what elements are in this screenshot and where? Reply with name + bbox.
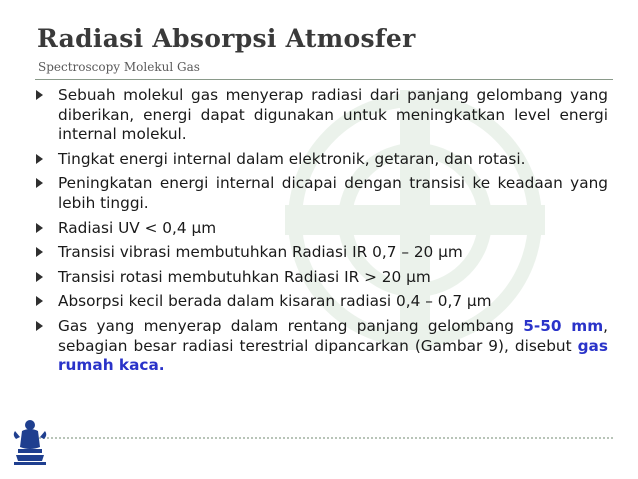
triangle-bullet-icon (36, 154, 43, 164)
triangle-bullet-icon (36, 296, 43, 306)
triangle-bullet-icon (36, 272, 43, 282)
triangle-bullet-icon (36, 178, 43, 188)
triangle-bullet-icon (36, 90, 43, 100)
bullet-text: Transisi vibrasi membutuhkan Radiasi IR 0,7 – 20 μm (58, 243, 463, 262)
triangle-bullet-icon (36, 223, 43, 233)
triangle-bullet-icon (36, 247, 43, 257)
bullet-item (34, 292, 608, 312)
bullet-item (34, 268, 608, 288)
bullet-text: Radiasi UV < 0,4 μm (58, 218, 217, 237)
bullet-text: Transisi rotasi membutuhkan Radiasi IR > 20 μm (58, 267, 431, 286)
title-divider (35, 79, 613, 80)
university-logo-icon (12, 417, 48, 467)
bullet-text-middle: , sebagian besar radiasi terestrial dipancarkan (Gambar 9), disebut (58, 316, 609, 355)
bullet-item (34, 174, 608, 213)
bullet-item (34, 317, 608, 376)
bullet-item (34, 243, 608, 263)
bullet-item (34, 219, 608, 239)
slide-title: Radiasi Absorpsi Atmosfer (37, 24, 416, 53)
highlight-greenhouse-gas: gas rumah kaca. (58, 336, 608, 375)
highlight-wavelength: 5-50 mm (523, 316, 604, 335)
bullet-text: Sebuah molekul gas menyerap radiasi dari panjang gelombang yang diberikan, energi dapat digunakan untuk meningkatkan level energi internal molekul. (58, 86, 608, 144)
footer-divider (35, 437, 613, 439)
bullet-text: Peningkatan energi internal dicapai dengan transisi ke keadaan yang lebih tinggi. (58, 174, 608, 212)
bullet-list (34, 86, 608, 381)
bullet-text: Tingkat energi internal dalam elektronik, getaran, dan rotasi. (58, 149, 526, 168)
bullet-text: Absorpsi kecil berada dalam kisaran radiasi 0,4 – 0,7 μm (58, 292, 492, 311)
bullet-text-before: Gas yang menyerap dalam rentang panjang gelombang (58, 316, 524, 335)
slide-subtitle: Spectroscopy Molekul Gas (38, 60, 200, 74)
bullet-item (34, 150, 608, 170)
bullet-item (34, 86, 608, 145)
triangle-bullet-icon (36, 321, 43, 331)
